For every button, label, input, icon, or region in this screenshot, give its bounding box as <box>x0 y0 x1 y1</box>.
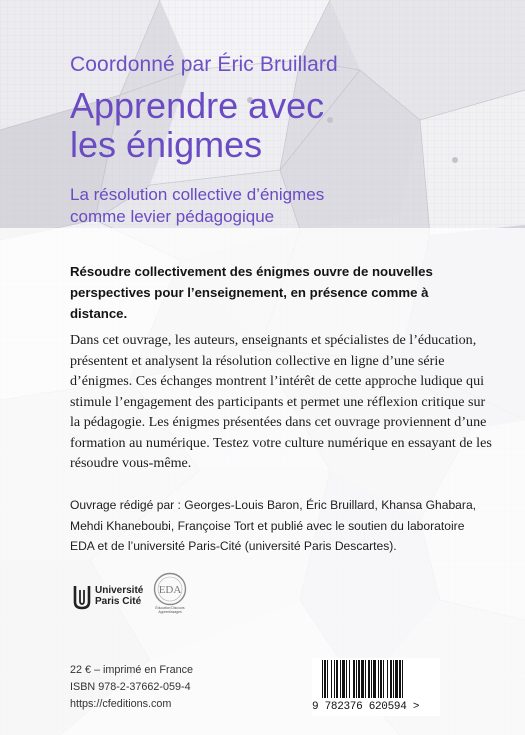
barcode-bars <box>312 658 440 702</box>
intro-paragraph: Résoudre collectivement des énigmes ouvre de nouvelles perspectives pour l’enseignement, en présence comme à distance. <box>70 264 433 321</box>
coordinator-line: Coordonné par Éric Bruillard <box>70 53 338 76</box>
book-title-line-2: les énigmes <box>70 124 263 165</box>
book-subtitle-line-1: La résolution collective d’énigmes <box>70 185 325 204</box>
isbn-line: ISBN 978-2-37662-059-4 <box>70 681 191 694</box>
universite-paris-cite-icon <box>73 584 91 610</box>
publisher-url: https://cfeditions.com <box>70 698 172 711</box>
description-paragraph: Dans cet ouvrage, les auteurs, enseignants et spécialistes de l’éducation, présentent et analysent la résolution collective en ligne d’une série d’énigmes. Ces échanges montrent l’intérêt de cette approche ludique qui stimule l’engagement des participants et permet une réflexion critique sur la pédagogie. Les énigmes présentées dans cet ouvrage proviennent d’une formation au numérique. Testez votre culture numérique en essayant de les résoudre vous-même. <box>70 332 492 471</box>
price-line: 22 € – imprimé en France <box>70 664 194 676</box>
eda-caption: Éducation Discours Apprentissages <box>155 606 185 614</box>
book-subtitle <box>70 184 505 228</box>
eda-seal-icon <box>153 572 187 606</box>
isbn-barcode <box>312 658 440 716</box>
cover-header <box>70 52 505 228</box>
partner-logos <box>70 572 270 622</box>
barcode-digits: 9 782376 620594 > <box>312 701 420 713</box>
authors-paragraph: Ouvrage rédigé par : Georges-Louis Baron, Éric Bruillard, Khansa Ghabara, Mehdi Khaneboubi, Françoise Tort et publié avec le soutien du laboratoire EDA et de l’université Paris-Cité (université Paris Descartes). <box>70 498 477 553</box>
up-line-2: Paris Cité <box>95 596 142 607</box>
book-subtitle-line-2: comme levier pédagogique <box>70 207 275 226</box>
colophon <box>70 662 193 714</box>
book-title <box>70 86 505 164</box>
eda-mark-text: EDA <box>158 584 182 596</box>
up-line-1: Université <box>95 585 144 596</box>
eda-laboratory-logo <box>153 572 187 618</box>
book-title-line-1: Apprendre avec <box>70 85 325 126</box>
